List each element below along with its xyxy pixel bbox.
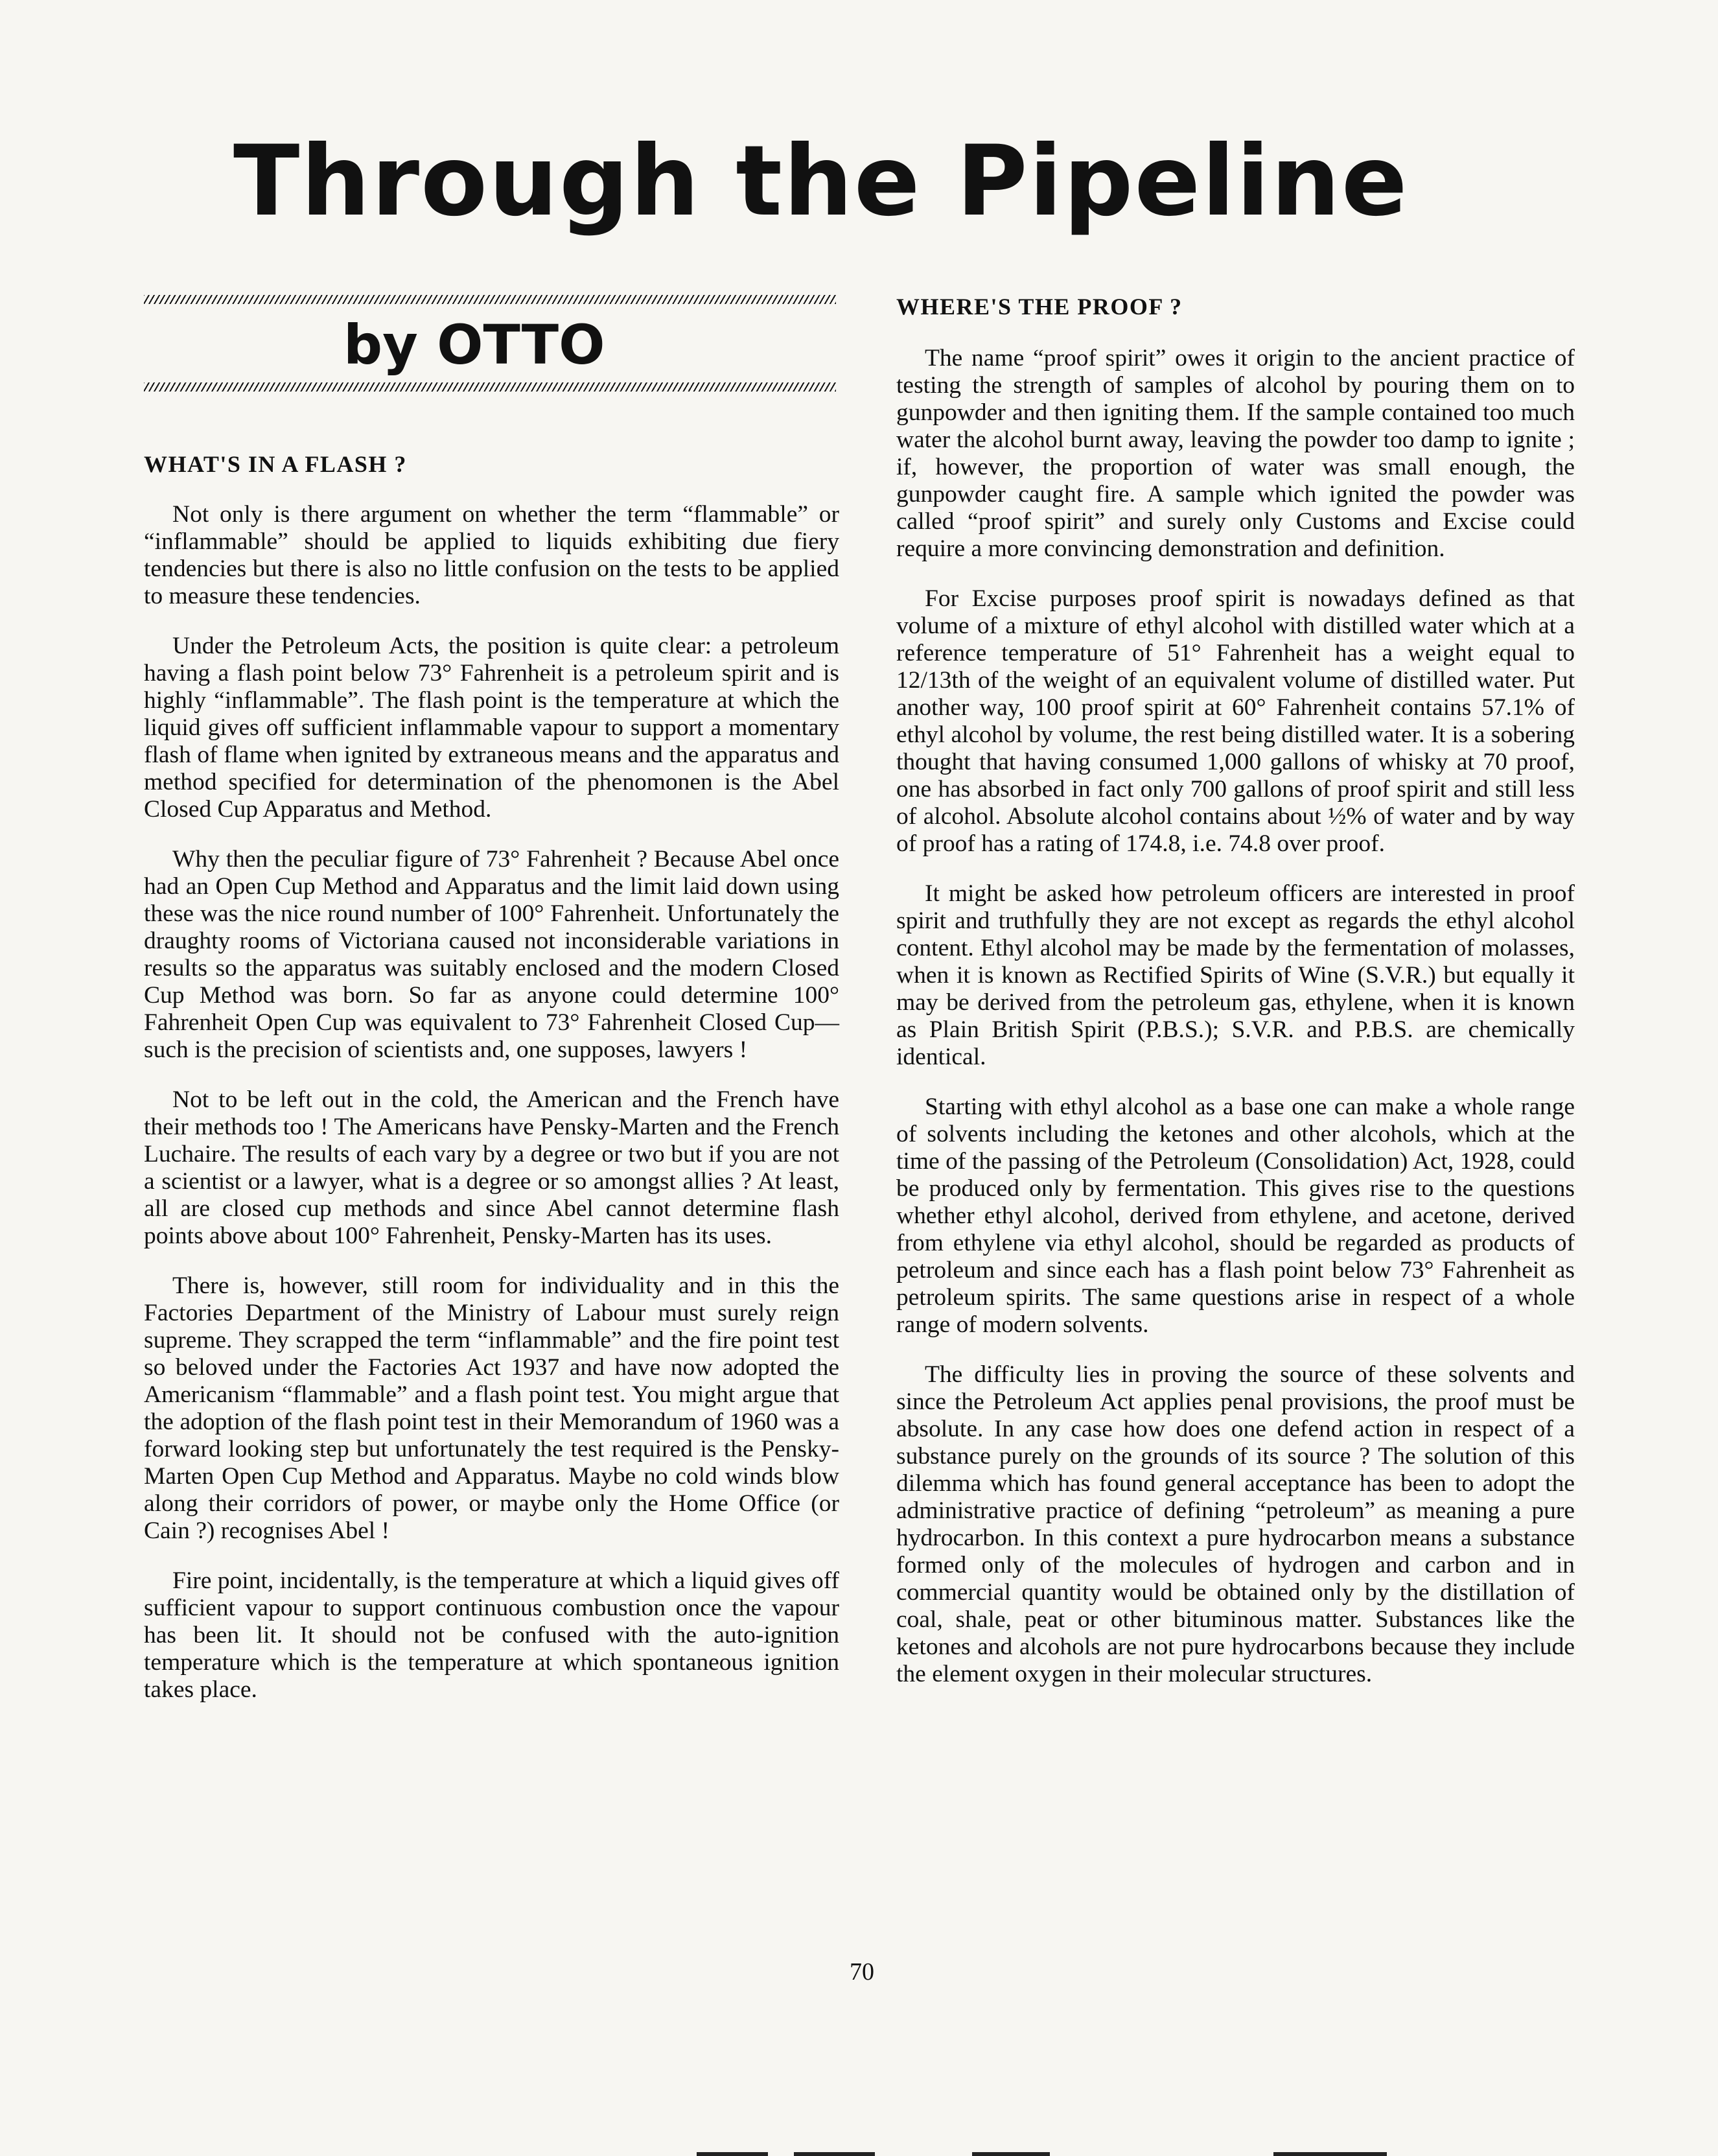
scan-edge-mark (794, 2152, 875, 2156)
scan-edge-mark (972, 2152, 1050, 2156)
paragraph: The difficulty lies in proving the source of these solvents and since the Petroleum Act applies penal provisions, the proof must be absolute. In any case how does one defend action in respect of a substance purely on the grounds of its source ? The solution of this dilemma which has found general acceptance has been to adopt the administrative practice of defining “petroleum” as meaning a pure hydrocarbon. In this context a pure hydrocarbon means a substance formed only of the molecules of hydrogen and carbon and in commercial quantity would be obtained only by the distillation of coal, shale, peat or other bituminous matter. Substances like the ketones and alcohols are not pure hydrocarbons because they include the element oxygen in their molecular structures. (896, 1361, 1575, 1687)
paragraph: Not only is there argument on whether the term “flammable” or “inflammable” should be applied to liquids exhibiting due fiery tendencies but there is also no little confusion on the tests to be applied to measure these tendencies. (144, 501, 839, 609)
byline-top-rule (144, 295, 836, 304)
page-number: 70 (850, 1958, 874, 1986)
paragraph: Fire point, incidentally, is the temperature at which a liquid gives off sufficient vapour to support continuous combustion once the vapour has been lit. It should not be confused with the auto-ignition temperature which is the temperature at which spontaneous ignition takes place. (144, 1567, 839, 1703)
paragraph: Why then the peculiar figure of 73° Fahrenheit ? Because Abel once had an Open Cup Method and Apparatus and the limit laid down using these was the nice round number of 100° Fahrenheit. Unfortunately the draughty rooms of Victoriana caused not inconsiderable variations in results so the apparatus was suitably enclosed and the modern Closed Cup Method was born. So far as anyone could determine 100° Fahrenheit Open Cup was equivalent to 73° Fahrenheit Closed Cup—such is the precision of scientists and, one supposes, lawyers ! (144, 846, 839, 1063)
paragraph: There is, however, still room for individuality and in this the Factories Department of the Ministry of Labour must surely reign supreme. They scrapped the term “inflammable” and the fire point test so beloved under the Factories Act 1937 and have now adopted the Americanism “flammable” and a flash point test. You might argue that the adoption of the flash point test in their Memorandum of 1960 was a forward looking step but unfortunately the test required is the Pensky-Marten Open Cup Method and Apparatus. Maybe no cold winds blow along their corridors of power, or maybe only the Home Office (or Cain ?) recognises Abel ! (144, 1272, 839, 1544)
scan-edge-mark (1273, 2152, 1387, 2156)
right-column (896, 293, 1575, 1711)
paragraph: The name “proof spirit” owes it origin to the ancient practice of testing the strength of samples of alcohol by pouring them on to gunpowder and then igniting them. If the sample contained too much water the alcohol burnt away, leaving the powder too damp to ignite ; if, however, the proportion of water was small enough, the gunpowder caught fire. A sample which ignited the powder was called “proof spirit” and surely only Customs and Excise could require a more convincing demonstration and definition. (896, 345, 1575, 562)
scan-edge-mark (697, 2152, 768, 2156)
page-title: Through the Pipeline (233, 125, 1409, 238)
paragraph: Not to be left out in the cold, the American and the French have their methods too ! The Americans have Pensky-Marten and the French Luchaire. The results of each vary by a degree or two but if you are not a scientist or a lawyer, what is a degree or so amongst allies ? At least, all are closed cup methods and since Abel cannot determine flash points above about 100° Fahrenheit, Pensky-Marten has its uses. (144, 1086, 839, 1249)
section-heading-flash: WHAT'S IN A FLASH ? (144, 451, 407, 477)
paragraph: Under the Petroleum Acts, the position is quite clear: a petroleum having a flash point below 73° Fahrenheit is a petroleum spirit and is highly “inflammable”. The flash point is the temperature at which the liquid gives off sufficient inflammable vapour to support a momentary flash of flame when ignited by extraneous means and the apparatus and method specified for determination of the phenomonen is the Abel Closed Cup Apparatus and Method. (144, 633, 839, 823)
paragraph: Starting with ethyl alcohol as a base one can make a whole range of solvents including the ketones and other alcohols, which at the time of the passing of the Petroleum (Consolidation) Act, 1928, could be produced only by fermentation. This gives rise to the questions whether ethyl alcohol, derived from ethylene, and acetone, derived from ethylene via ethyl alcohol, should be regarded as products of petroleum and since each has a flash point below 73° Fahrenheit as petroleum spirits. The same questions arise in respect of a whole range of modern solvents. (896, 1094, 1575, 1338)
section-heading-proof: WHERE'S THE PROOF ? (896, 294, 1183, 320)
paragraph: It might be asked how petroleum officers are interested in proof spirit and truthfully they are not except as regards the ethyl alcohol content. Ethyl alcohol may be made by the fermentation of molasses, when it is known as Rectified Spirits of Wine (S.V.R.) but equally it may be derived from the petroleum gas, ethylene, when it is known as Plain British Spirit (P.B.S.); S.V.R. and P.B.S. are chemically identical. (896, 880, 1575, 1070)
paragraph: For Excise purposes proof spirit is nowadays defined as that volume of a mixture of ethyl alcohol with distilled water which at a reference temperature of 51° Fahrenheit has a weight equal to 12/13th of the weight of an equivalent volume of distilled water. Put another way, 100 proof spirit at 60° Fahrenheit contains 57.1% of ethyl alcohol by volume, the rest being distilled water. It is a sobering thought that having consumed 1,000 gallons of whisky at 70 proof, one has absorbed in fact only 700 gallons of proof spirit and still less of alcohol. Absolute alcohol contains about ½% of water and by way of proof has a rating of 174.8, i.e. 74.8 over proof. (896, 585, 1575, 857)
byline-bottom-rule (144, 382, 836, 392)
left-column (144, 451, 839, 1726)
byline: by OTTO (343, 313, 605, 377)
